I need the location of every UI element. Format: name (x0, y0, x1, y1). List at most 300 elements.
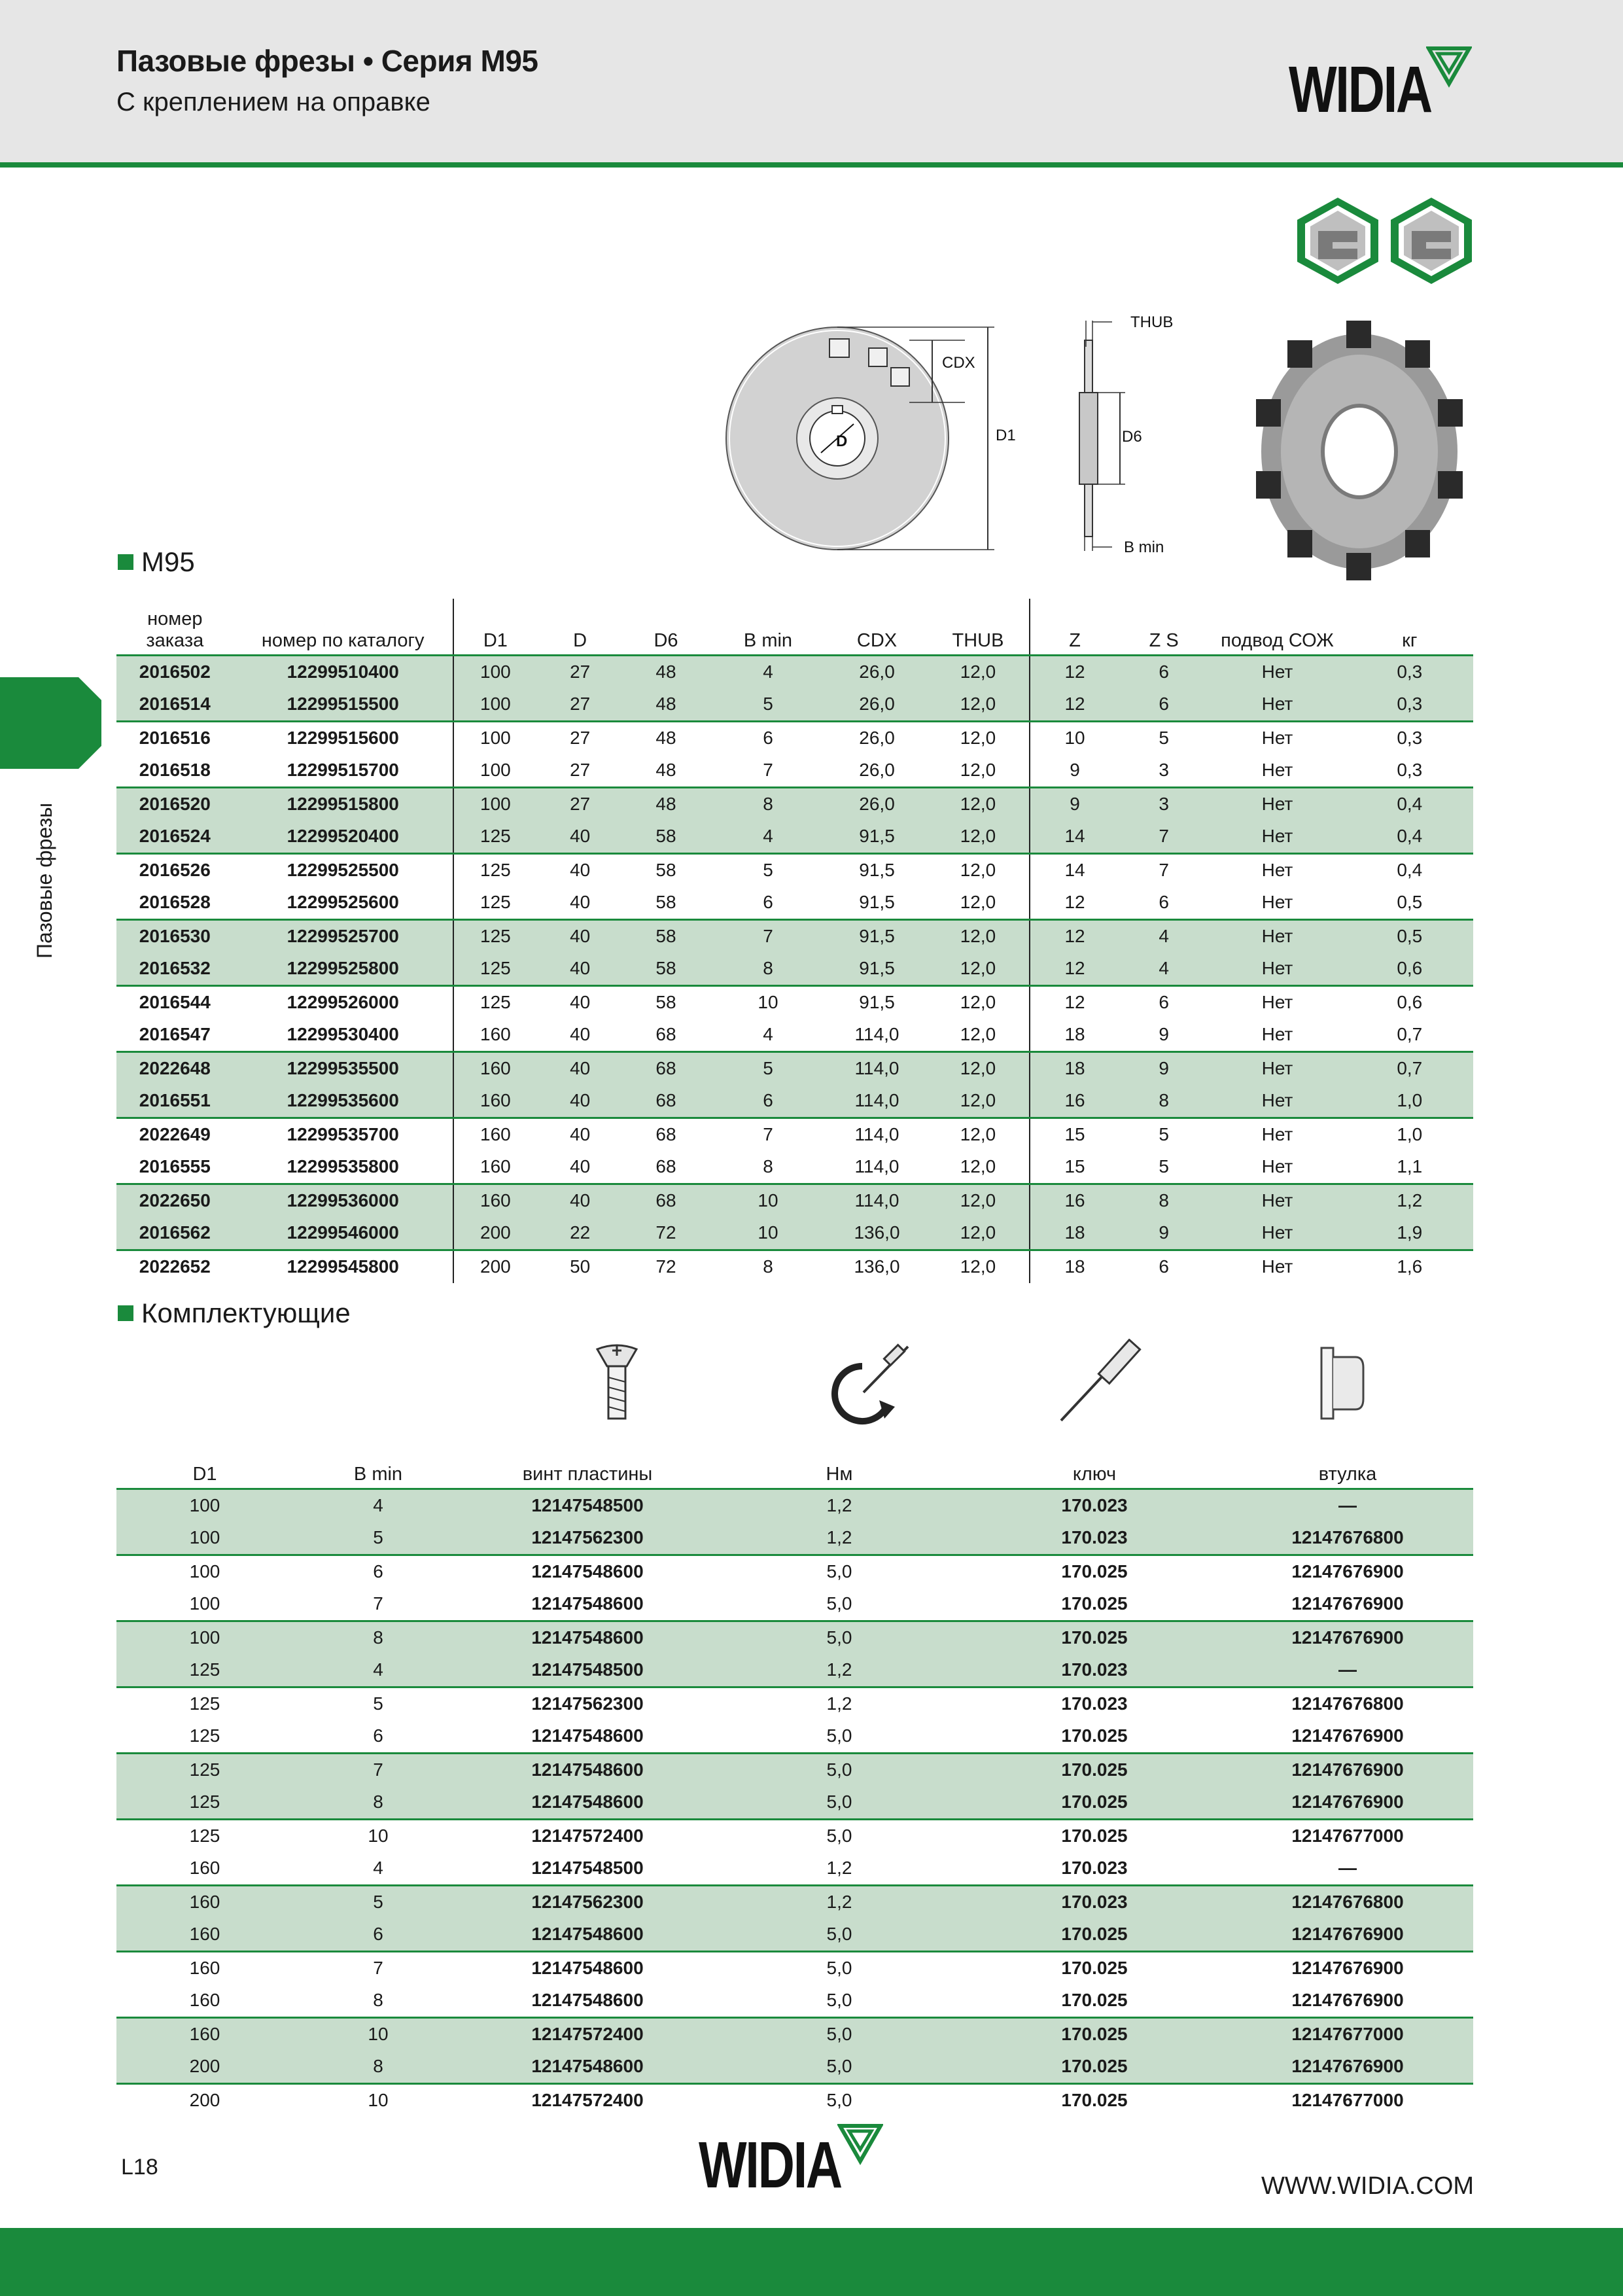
widia-logo: WIDIA (1289, 53, 1431, 126)
table-cell: 1,2 (712, 1489, 967, 1522)
torque-icon (824, 1340, 916, 1425)
table-cell: 12,0 (927, 1085, 1030, 1118)
table-cell: 170.023 (967, 1885, 1222, 1918)
table-cell: 7 (709, 754, 828, 788)
table-cell: 14 (1030, 853, 1119, 887)
table-cell: 68 (655, 1124, 676, 1144)
table-row (116, 1085, 1473, 1118)
table-cell: 8 (1119, 1085, 1209, 1118)
table-row (116, 1118, 1473, 1151)
m95-product-table (116, 599, 1473, 1283)
table-cell: 160 (453, 1118, 537, 1151)
table-cell: 5,0 (712, 2017, 967, 2051)
table-cell: 4 (709, 655, 828, 688)
table-cell: 2016530 (116, 919, 234, 953)
table-cell: 160 (453, 1019, 537, 1052)
table-cell: 7 (1119, 821, 1209, 854)
table-cell: 12147548500 (463, 1852, 712, 1886)
table-cell: 18 (1030, 1250, 1119, 1283)
table-row (116, 1184, 1473, 1217)
table-cell: Нет (1208, 821, 1346, 854)
table-cell: 6 (1119, 688, 1209, 722)
table-cell: 200 (453, 1217, 537, 1250)
table-cell: 68 (623, 1151, 708, 1184)
column-header: D1 (116, 1436, 293, 1489)
table-cell: 12299545800 (287, 1256, 399, 1277)
table-cell: 0,3 (1346, 655, 1473, 688)
table-cell: 6 (1119, 887, 1209, 920)
table-cell: 12147572400 (531, 1826, 644, 1846)
table-cell: 125 (453, 919, 537, 953)
table-row (116, 688, 1473, 722)
table-cell: 91,5 (827, 887, 926, 920)
table-cell: 12147548500 (463, 1654, 712, 1687)
table-cell: 100 (116, 1588, 293, 1621)
table-cell: 12,0 (927, 887, 1030, 920)
table-cell: 48 (623, 655, 708, 688)
side-label: Пазовые фрезы (33, 802, 56, 959)
table-row (116, 1019, 1473, 1052)
table-cell: 12147676900 (1222, 1753, 1473, 1786)
table-cell: 160 (453, 1151, 537, 1184)
table-cell: Нет (1261, 1124, 1293, 1144)
table-cell: 200 (189, 2090, 220, 2110)
table-cell: 170.025 (967, 1985, 1222, 2018)
table-cell: 91,5 (859, 860, 895, 880)
table-cell: 2016516 (139, 728, 211, 748)
table-cell: 1,0 (1346, 1085, 1473, 1118)
slot-milling-icon (1292, 195, 1384, 287)
section-bullet-icon (118, 554, 133, 570)
table-cell: 40 (537, 887, 623, 920)
table-cell: 10 (368, 1826, 389, 1846)
column-header: винт пластины (463, 1436, 712, 1489)
table-row (116, 2051, 1473, 2084)
table-row (116, 2083, 1473, 2117)
table-cell: 5 (293, 1885, 463, 1918)
table-cell: 12299515500 (234, 688, 453, 722)
column-header: D (537, 599, 623, 655)
table-cell: 4 (1119, 919, 1209, 953)
table-cell: 4 (293, 1489, 463, 1522)
thub-label: THUB (1130, 313, 1174, 331)
table-cell: 12147676800 (1222, 1885, 1473, 1918)
table-cell: 125 (116, 1753, 293, 1786)
d-label: D (836, 433, 848, 450)
column-header: подвод СОЖ (1208, 599, 1346, 655)
table-cell: 170.025 (1061, 1958, 1128, 1978)
table-cell: 12,0 (927, 787, 1030, 821)
table-cell: 12147677000 (1291, 2090, 1404, 2110)
table-cell: Нет (1208, 953, 1346, 986)
table-cell: 12147562300 (463, 1885, 712, 1918)
table-cell: 6 (293, 1720, 463, 1754)
table-cell: 12299546000 (234, 1217, 453, 1250)
table-cell: 12299525800 (234, 953, 453, 986)
table-cell: 12299535700 (287, 1124, 399, 1144)
d6-label: D6 (1122, 428, 1142, 446)
table-cell: 40 (537, 1019, 623, 1052)
table-cell: 10 (709, 1217, 828, 1250)
table-cell: Нет (1208, 655, 1346, 688)
table-cell: 0,3 (1397, 728, 1423, 748)
table-cell: 0,5 (1346, 887, 1473, 920)
table-cell: 12147676900 (1222, 1720, 1473, 1754)
table-cell: 160 (116, 1918, 293, 1952)
table-cell: 7 (709, 919, 828, 953)
table-cell: 12 (1030, 953, 1119, 986)
table-cell: 160 (189, 1958, 220, 1978)
table-cell: 2016555 (116, 1151, 234, 1184)
column-header: втулка (1222, 1436, 1473, 1489)
table-cell: 5 (709, 688, 828, 722)
table-cell: 100 (189, 1561, 220, 1581)
table-row (116, 1819, 1473, 1852)
table-cell: 48 (623, 787, 708, 821)
column-header: B min (293, 1436, 463, 1489)
table-cell: 1,2 (712, 1522, 967, 1555)
table-cell: 10 (368, 2090, 389, 2110)
table-cell: 12299535800 (234, 1151, 453, 1184)
table-cell: Нет (1261, 728, 1293, 748)
table-cell: 3 (1119, 787, 1209, 821)
table-cell: 5,0 (712, 1753, 967, 1786)
table-cell: 100 (453, 721, 537, 754)
table-cell: 58 (623, 887, 708, 920)
column-header: CDX (827, 599, 926, 655)
table-cell: 12,0 (927, 953, 1030, 986)
table-row (116, 919, 1473, 953)
table-row (116, 1522, 1473, 1555)
widia-footer-logo-mark-icon (837, 2123, 883, 2169)
table-row (116, 1555, 1473, 1588)
table-cell: 2016551 (116, 1085, 234, 1118)
page-subtitle: С креплением на оправке (116, 88, 430, 116)
table-cell: Нет (1208, 1019, 1346, 1052)
table-cell: 7 (293, 1753, 463, 1786)
table-cell: 160 (453, 1085, 537, 1118)
table-row (116, 1151, 1473, 1184)
table-cell: Нет (1261, 860, 1293, 880)
table-cell: 2022648 (116, 1051, 234, 1085)
table-cell: 9 (1119, 1019, 1209, 1052)
table-cell: 100 (116, 1621, 293, 1654)
table-cell: 12299515600 (287, 728, 399, 748)
accessories-table (116, 1436, 1473, 2117)
table-cell: 72 (655, 1256, 676, 1277)
table-cell: 5,0 (826, 1958, 852, 1978)
table-cell: 12299515700 (234, 754, 453, 788)
table-cell: 12147548500 (463, 1489, 712, 1522)
table-cell: 12299525700 (234, 919, 453, 953)
screw-icon (594, 1341, 640, 1426)
table-row (116, 1720, 1473, 1754)
column-header: D1 (453, 599, 537, 655)
table-cell: 2016547 (116, 1019, 234, 1052)
table-cell: 26,0 (827, 754, 926, 788)
table-row (116, 1588, 1473, 1621)
table-cell: 136,0 (827, 1217, 926, 1250)
table-cell: 5 (1119, 1151, 1209, 1184)
website-url: WWW.WIDIA.COM (1261, 2172, 1475, 2200)
table-row (116, 1621, 1473, 1654)
table-row (116, 2017, 1473, 2051)
table-cell: 5,0 (826, 1561, 852, 1581)
table-cell: 9 (1119, 1051, 1209, 1085)
table-cell: 12,0 (927, 655, 1030, 688)
table-cell: 12,0 (927, 688, 1030, 722)
table-cell: 8 (709, 787, 828, 821)
table-cell: 10 (293, 2017, 463, 2051)
table-cell: 12299520400 (234, 821, 453, 854)
column-header: номер по каталогу (234, 599, 453, 655)
table-cell: 2022652 (139, 1256, 211, 1277)
table-cell: 12299525500 (287, 860, 399, 880)
table-cell: 10 (1030, 721, 1119, 754)
table-cell: 5,0 (712, 1786, 967, 1820)
table-cell: 170.025 (967, 1786, 1222, 1820)
table-cell: 170.025 (967, 1588, 1222, 1621)
table-cell: 48 (655, 728, 676, 748)
table-cell: 170.023 (967, 1852, 1222, 1886)
table-cell: 125 (453, 821, 537, 854)
table-cell: 160 (116, 1885, 293, 1918)
footer-bar (0, 2228, 1623, 2296)
cutter-technical-drawing (720, 308, 1204, 563)
table-cell: Нет (1261, 1256, 1293, 1277)
table-cell: 1,1 (1346, 1151, 1473, 1184)
cutter-product-image (1242, 314, 1477, 589)
column-header: B min (709, 599, 828, 655)
cdx-label: CDX (942, 354, 975, 372)
table-cell: 8 (1119, 1184, 1209, 1217)
table-cell: 5,0 (712, 1588, 967, 1621)
table-cell: 2016532 (116, 953, 234, 986)
table-cell: 9 (1030, 787, 1119, 821)
table-cell: 5 (763, 860, 773, 880)
table-cell: 8 (709, 1151, 828, 1184)
table-row (116, 1951, 1473, 1985)
table-cell: 40 (570, 860, 591, 880)
table-cell: 2016528 (116, 887, 234, 920)
bmin-label: B min (1124, 539, 1164, 556)
table-cell: 12147562300 (531, 1693, 644, 1714)
table-cell: 2016526 (139, 860, 211, 880)
table-cell: 12147676900 (1291, 1561, 1404, 1581)
table-cell: 100 (116, 1489, 293, 1522)
table-cell: 0,3 (1346, 688, 1473, 722)
table-cell: 12147676800 (1222, 1522, 1473, 1555)
table-cell: Нет (1208, 919, 1346, 953)
section-bullet-icon (118, 1305, 133, 1321)
table-row (116, 853, 1473, 887)
table-cell: 12,0 (927, 919, 1030, 953)
table-cell: 27 (537, 754, 623, 788)
table-cell: 0,3 (1346, 754, 1473, 788)
table-cell: 12299526000 (287, 992, 399, 1012)
page-number: L18 (121, 2155, 158, 2180)
table-cell: 0,7 (1346, 1019, 1473, 1052)
table-cell: 27 (570, 728, 591, 748)
table-cell: 68 (623, 1019, 708, 1052)
table-row (116, 1852, 1473, 1886)
table-cell: 12147677000 (1291, 1826, 1404, 1846)
table-cell: 12299515800 (234, 787, 453, 821)
table-cell: 200 (116, 2051, 293, 2084)
table-cell: 91,5 (859, 992, 895, 1012)
table-cell: 114,0 (827, 1151, 926, 1184)
sleeve-icon (1316, 1341, 1369, 1426)
table-cell: 9 (1119, 1217, 1209, 1250)
table-cell: 58 (623, 919, 708, 953)
table-cell: 1,2 (712, 1654, 967, 1687)
table-row (116, 655, 1473, 688)
widia-logo-mark-icon (1426, 46, 1472, 92)
column-header: номер заказа (116, 599, 234, 655)
table-row (116, 1753, 1473, 1786)
table-cell: 8 (293, 1786, 463, 1820)
table-cell: 12147548600 (463, 1918, 712, 1952)
table-cell: 4 (709, 821, 828, 854)
table-cell: 5 (293, 1522, 463, 1555)
table-cell: 12,0 (960, 728, 996, 748)
table-cell: 100 (453, 787, 537, 821)
table-cell: 114,0 (854, 1124, 899, 1144)
table-cell: 2016502 (116, 655, 234, 688)
section-title-accessories: Комплектующие (118, 1298, 351, 1329)
table-cell: 125 (189, 1826, 220, 1846)
table-cell: 40 (537, 1051, 623, 1085)
table-row (116, 953, 1473, 986)
column-header: THUB (927, 599, 1030, 655)
table-cell: 170.025 (1061, 2090, 1128, 2110)
table-cell: 5,0 (712, 1985, 967, 2018)
table-cell: 4 (1119, 953, 1209, 986)
table-cell: — (1222, 1654, 1473, 1687)
table-cell: 12299510400 (234, 655, 453, 688)
table-cell: 5 (1159, 1124, 1169, 1144)
column-header: Z (1030, 599, 1119, 655)
table-cell: 8 (293, 1985, 463, 2018)
table-row (116, 1885, 1473, 1918)
table-cell: 91,5 (827, 953, 926, 986)
table-cell: 58 (623, 953, 708, 986)
table-cell: 27 (537, 787, 623, 821)
table-cell: 160 (453, 1184, 537, 1217)
section-tab (0, 677, 101, 769)
table-cell: 9 (1030, 754, 1119, 788)
d1-label: D1 (996, 427, 1016, 444)
table-cell: 1,2 (1346, 1184, 1473, 1217)
table-cell: 12147676900 (1222, 1985, 1473, 2018)
table-cell: Нет (1208, 787, 1346, 821)
table-cell: 1,9 (1346, 1217, 1473, 1250)
table-cell: 170.025 (967, 2017, 1222, 2051)
table-cell: 125 (453, 985, 537, 1019)
table-cell: 2016518 (116, 754, 234, 788)
table-cell: 8 (293, 1621, 463, 1654)
table-cell: 170.023 (1061, 1693, 1128, 1714)
table-cell: 6 (293, 1918, 463, 1952)
table-cell: 2022649 (139, 1124, 211, 1144)
table-cell: 12147676900 (1222, 2051, 1473, 2084)
table-cell: 12147572400 (531, 2090, 644, 2110)
table-cell: 68 (623, 1184, 708, 1217)
table-cell: 170.025 (967, 1621, 1222, 1654)
table-cell: 6 (709, 1085, 828, 1118)
table-cell: 26,0 (827, 787, 926, 821)
table-cell: 18 (1030, 1019, 1119, 1052)
table-cell: 2016524 (116, 821, 234, 854)
table-cell: 5 (709, 1051, 828, 1085)
table-cell: 12147548600 (463, 1621, 712, 1654)
table-cell: 12147676900 (1222, 1588, 1473, 1621)
table-cell: 4 (293, 1852, 463, 1886)
column-header: Z S (1119, 599, 1209, 655)
table-row (116, 1985, 1473, 2018)
table-cell: 7 (373, 1958, 383, 1978)
table-cell: 12147548600 (531, 1561, 644, 1581)
table-cell: 12 (1030, 688, 1119, 722)
table-cell: 2016544 (139, 992, 211, 1012)
table-row (116, 1918, 1473, 1952)
table-cell: 72 (623, 1217, 708, 1250)
table-cell: 12,0 (960, 860, 996, 880)
table-cell: 12299535500 (234, 1051, 453, 1085)
table-cell: Нет (1208, 1151, 1346, 1184)
table-cell: 12299525600 (234, 887, 453, 920)
table-cell: 6 (763, 728, 773, 748)
table-row (116, 887, 1473, 920)
table-cell: 1,2 (826, 1693, 852, 1714)
table-cell: 40 (537, 821, 623, 854)
table-cell: 12 (1030, 985, 1119, 1019)
table-cell: 7 (293, 1588, 463, 1621)
table-row (116, 1051, 1473, 1085)
table-cell: 5 (1159, 728, 1169, 748)
table-cell: 12147676800 (1291, 1693, 1404, 1714)
table-cell: 170.025 (1061, 1561, 1128, 1581)
table-cell: 58 (655, 992, 676, 1012)
table-row (116, 787, 1473, 821)
table-cell: 125 (453, 853, 537, 887)
table-cell: 114,0 (827, 1184, 926, 1217)
table-cell: 7 (1159, 860, 1169, 880)
table-cell: 160 (116, 2017, 293, 2051)
table-cell: 12147572400 (463, 2017, 712, 2051)
table-cell: 125 (453, 953, 537, 986)
table-cell: 91,5 (827, 821, 926, 854)
table-row (116, 721, 1473, 754)
table-cell: 170.025 (967, 1720, 1222, 1754)
table-cell: 16 (1030, 1184, 1119, 1217)
table-cell: 0,6 (1346, 953, 1473, 986)
table-cell: 26,0 (827, 655, 926, 688)
table-cell: 0,7 (1346, 1051, 1473, 1085)
table-cell: 170.023 (967, 1522, 1222, 1555)
table-cell: 0,4 (1346, 787, 1473, 821)
table-cell: 125 (116, 1720, 293, 1754)
table-cell: 2016562 (116, 1217, 234, 1250)
page-title: Пазовые фрезы • Серия M95 (116, 44, 538, 78)
table-cell: 18 (1030, 1217, 1119, 1250)
table-cell: 170.025 (967, 1918, 1222, 1952)
table-cell: 100 (116, 1522, 293, 1555)
table-cell: 14 (1030, 821, 1119, 854)
table-cell: 200 (453, 1250, 537, 1283)
table-cell: 170.025 (967, 2051, 1222, 2084)
table-cell: 58 (655, 860, 676, 880)
